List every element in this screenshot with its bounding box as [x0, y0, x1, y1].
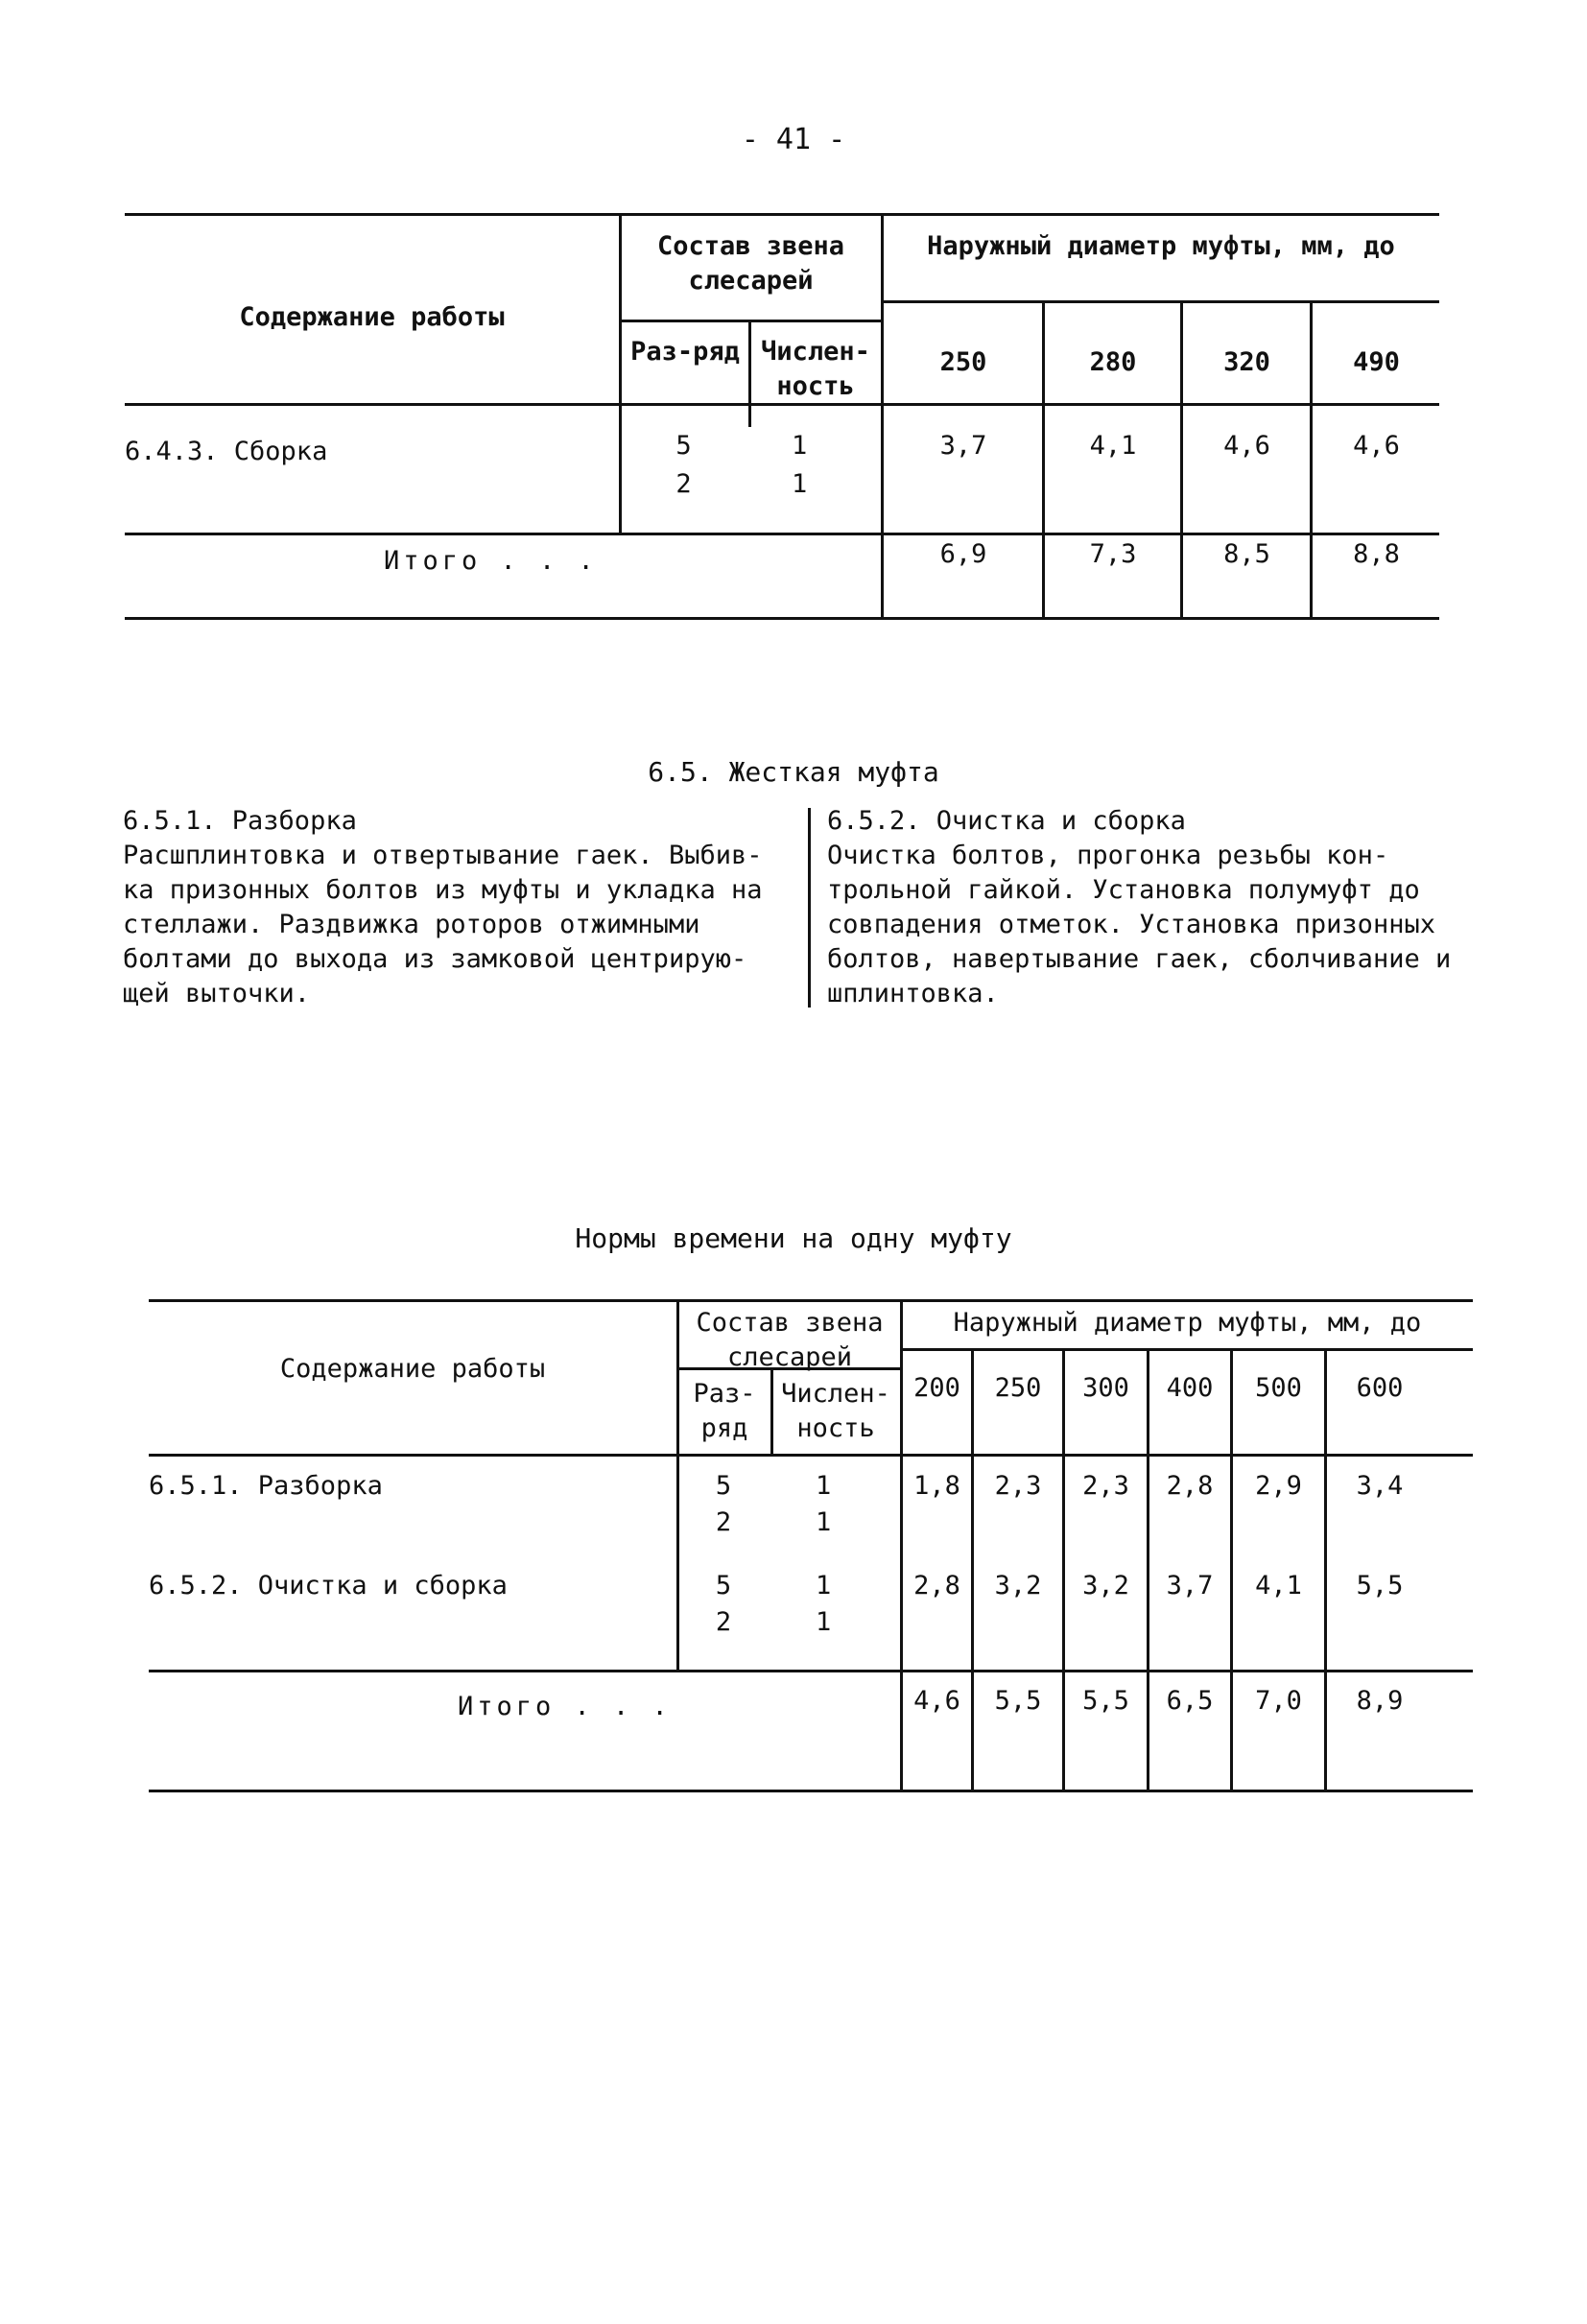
diameter-col-3: 320 [1223, 347, 1270, 377]
row-1-value-5: 2,9 [1255, 1471, 1302, 1501]
row-2-value-4: 3,7 [1166, 1571, 1214, 1601]
row-value-1: 3,7 [939, 431, 987, 461]
row-1-value-6: 3,4 [1356, 1471, 1404, 1501]
page-number: - 41 - [741, 123, 846, 156]
row-1-value-2: 2,3 [994, 1471, 1042, 1501]
right-line-1: Очистка болтов, прогонка резьбы кон- [827, 841, 1389, 870]
left-line-5: щей выточки. [123, 979, 311, 1008]
diameter-col-1: 250 [939, 347, 987, 377]
total-value-1: 6,9 [939, 539, 987, 569]
header-diameter: Наружный диаметр муфты, мм, до [927, 231, 1395, 261]
row-2-value-5: 4,1 [1255, 1571, 1302, 1601]
row-1-value-4: 2,8 [1166, 1471, 1214, 1501]
row-rank-1: 5 [675, 431, 692, 461]
total-value-2: 5,5 [994, 1686, 1042, 1716]
header-crew: Состав звена слесарей [656, 231, 845, 296]
row-1-rank-1: 5 [715, 1471, 732, 1501]
table-1 [125, 213, 1439, 619]
total-value-6: 8,9 [1356, 1686, 1404, 1716]
header-crew: Состав звена слесарей [696, 1308, 884, 1372]
table-2 [149, 1299, 1473, 1791]
right-line-2: трольной гайкой. Установка полумуфт до [827, 875, 1420, 905]
total-value-4: 6,5 [1166, 1686, 1214, 1716]
left-line-4: болтами до выхода из замковой центрирую- [123, 944, 747, 974]
total-value-3: 5,5 [1082, 1686, 1129, 1716]
row-name: 6.4.3. Сборка [125, 437, 328, 466]
diameter-col-3: 300 [1082, 1373, 1129, 1403]
right-heading: 6.5.2. Очистка и сборка [827, 806, 1186, 836]
left-line-1: Расшплинтовка и отвертывание гаек. Выбив- [123, 841, 763, 870]
total-value-1: 4,6 [913, 1686, 960, 1716]
header-rank: Раз-ряд [693, 1379, 756, 1443]
row-1-rank-2: 2 [715, 1507, 732, 1537]
row-2-value-1: 2,8 [913, 1571, 960, 1601]
column-divider [808, 808, 811, 1008]
row-rank-2: 2 [675, 469, 692, 499]
row-1-count-2: 1 [816, 1507, 832, 1537]
row-1-value-1: 1,8 [913, 1471, 960, 1501]
total-value-2: 7,3 [1089, 539, 1137, 569]
row-count-2: 1 [792, 469, 808, 499]
diameter-col-2: 280 [1089, 347, 1137, 377]
left-line-2: ка призонных болтов из муфты и укладка на [123, 875, 763, 905]
header-rank: Раз-ряд [630, 337, 740, 367]
diameter-col-4: 490 [1353, 347, 1400, 377]
header-work: Содержание работы [239, 302, 505, 332]
diameter-col-1: 200 [913, 1373, 960, 1403]
total-value-4: 8,8 [1353, 539, 1400, 569]
total-label: Итого . . . [384, 546, 598, 576]
row-1-count-1: 1 [816, 1471, 832, 1501]
row-value-4: 4,6 [1353, 431, 1400, 461]
row-value-3: 4,6 [1223, 431, 1270, 461]
total-label: Итого . . . [458, 1692, 672, 1721]
header-count: Числен-ность [781, 1379, 890, 1443]
total-value-5: 7,0 [1255, 1686, 1302, 1716]
row-count-1: 1 [792, 431, 808, 461]
diameter-col-5: 500 [1255, 1373, 1302, 1403]
section-title: 6.5. Жесткая муфта [648, 756, 939, 788]
row-2-rank-1: 5 [715, 1571, 732, 1601]
row-1-name: 6.5.1. Разборка [149, 1471, 383, 1501]
row-2-value-3: 3,2 [1082, 1571, 1129, 1601]
row-value-2: 4,1 [1089, 431, 1137, 461]
row-2-value-6: 5,5 [1356, 1571, 1404, 1601]
left-line-3: стеллажи. Раздвижка роторов отжимными [123, 910, 700, 939]
diameter-col-2: 250 [994, 1373, 1042, 1403]
right-line-4: болтов, навертывание гаек, сболчивание и [827, 944, 1452, 974]
row-2-count-2: 1 [816, 1607, 832, 1637]
header-work: Содержание работы [279, 1354, 546, 1384]
diameter-col-6: 600 [1356, 1373, 1404, 1403]
header-count: Числен-ность [761, 337, 870, 401]
row-2-value-2: 3,2 [994, 1571, 1042, 1601]
total-value-3: 8,5 [1223, 539, 1270, 569]
diameter-col-4: 400 [1166, 1373, 1214, 1403]
right-line-5: шплинтовка. [827, 979, 999, 1008]
right-column [827, 804, 1499, 1011]
row-2-name: 6.5.2. Очистка и сборка [149, 1571, 508, 1601]
right-line-3: совпадения отметок. Установка призонных [827, 910, 1435, 939]
row-2-count-1: 1 [816, 1571, 832, 1601]
table-2-caption: Нормы времени на одну муфту [575, 1222, 1012, 1254]
left-heading: 6.5.1. Разборка [123, 806, 357, 836]
row-1-value-3: 2,3 [1082, 1471, 1129, 1501]
left-column [123, 804, 794, 1011]
header-diameter: Наружный диаметр муфты, мм, до [953, 1308, 1422, 1338]
row-2-rank-2: 2 [715, 1607, 732, 1637]
